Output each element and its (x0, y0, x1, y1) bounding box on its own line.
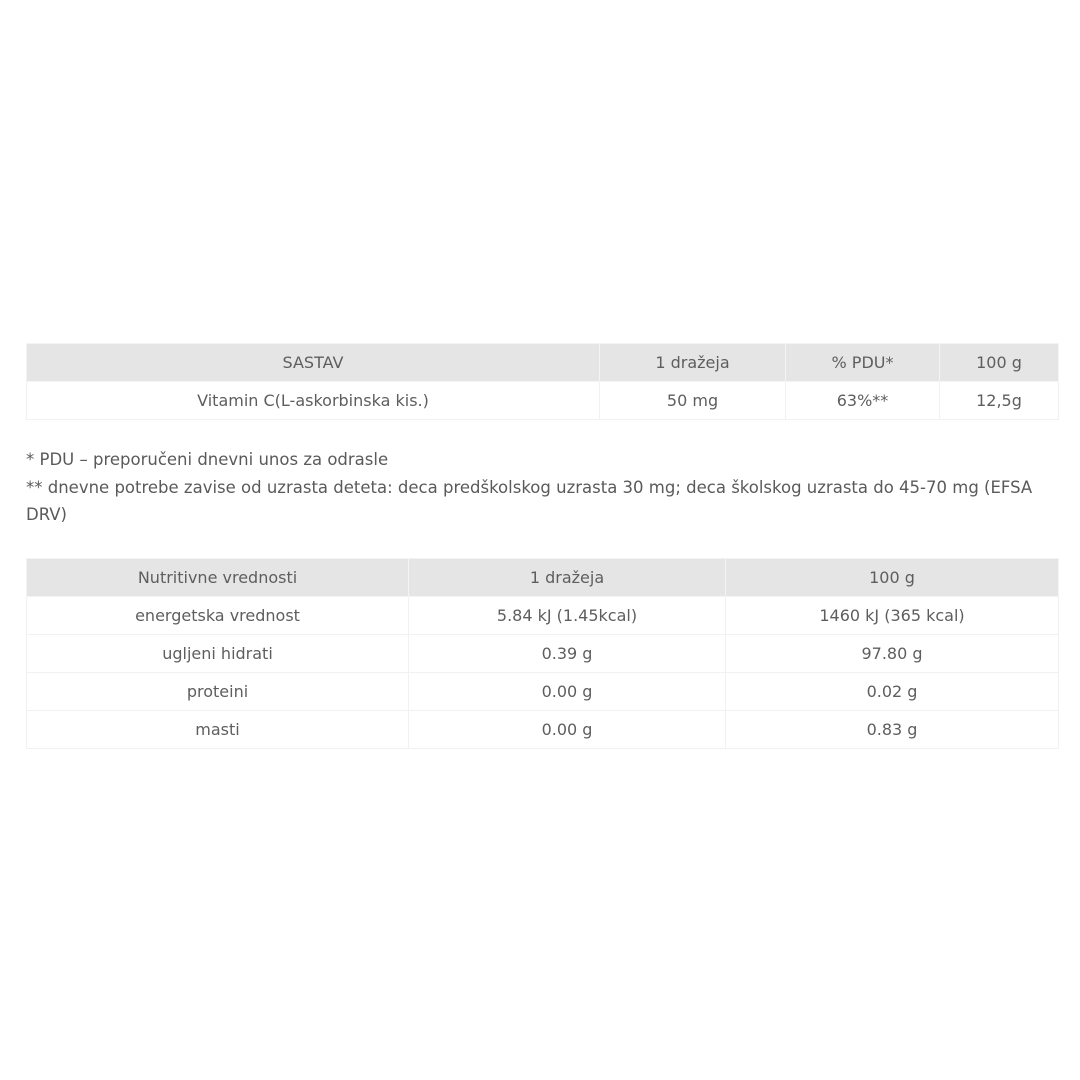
product-info (26, 343, 1058, 749)
value-per-100g: 0.02 g (726, 672, 1059, 710)
header-sastav: SASTAV (27, 344, 600, 382)
nutrient-name: ugljeni hidrati (27, 634, 409, 672)
table-row (27, 710, 1059, 748)
table-row (27, 382, 1059, 420)
header-pdu-percent: % PDU* (786, 344, 940, 382)
value-per-tablet: 0.00 g (409, 710, 726, 748)
header-per-tablet: 1 dražeja (600, 344, 786, 382)
composition-header-row (27, 344, 1059, 382)
nutrition-header-row (27, 558, 1059, 596)
table-row (27, 634, 1059, 672)
nutrient-name: masti (27, 710, 409, 748)
footnotes (26, 446, 1058, 529)
value-per-tablet: 0.00 g (409, 672, 726, 710)
value-per-tablet: 0.39 g (409, 634, 726, 672)
amount-per-tablet: 50 mg (600, 382, 786, 420)
amount-per-100g: 12,5g (940, 382, 1059, 420)
table-row (27, 596, 1059, 634)
nutrient-name: proteini (27, 672, 409, 710)
header-per-100g: 100 g (726, 558, 1059, 596)
value-per-tablet: 5.84 kJ (1.45kcal) (409, 596, 726, 634)
pdu-percent: 63%** (786, 382, 940, 420)
composition-table (26, 343, 1059, 420)
footnote-pdu: * PDU – preporučeni dnevni unos za odrasle (26, 450, 389, 469)
header-per-tablet: 1 dražeja (409, 558, 726, 596)
nutrition-table (26, 558, 1059, 749)
header-nutrient: Nutritivne vrednosti (27, 558, 409, 596)
value-per-100g: 97.80 g (726, 634, 1059, 672)
footnote-children-needs: ** dnevne potrebe zavise od uzrasta deteta: deca predškolskog uzrasta 30 mg; deca školskog uzrasta do 45-70 mg (EFSA DRV) (26, 477, 1033, 524)
value-per-100g: 1460 kJ (365 kcal) (726, 596, 1059, 634)
header-per-100g: 100 g (940, 344, 1059, 382)
nutrient-name: energetska vrednost (27, 596, 409, 634)
value-per-100g: 0.83 g (726, 710, 1059, 748)
table-row (27, 672, 1059, 710)
ingredient-name: Vitamin C(L-askorbinska kis.) (27, 382, 600, 420)
